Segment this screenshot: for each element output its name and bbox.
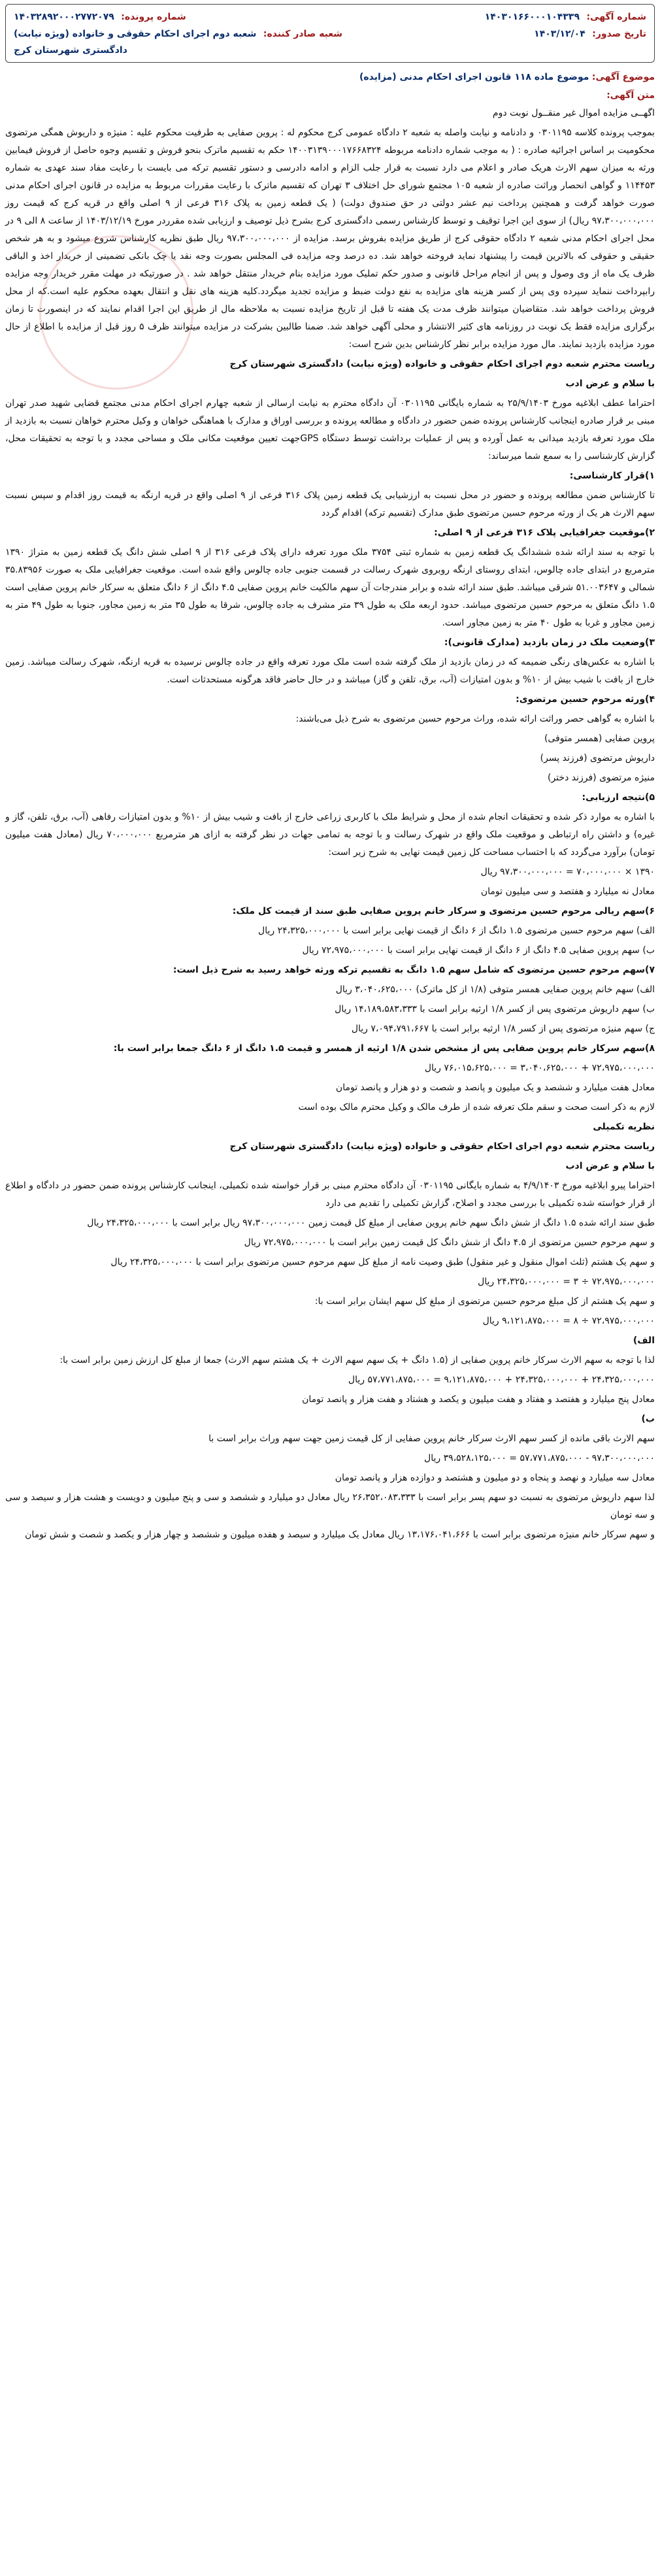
paragraph: معادل نه میلیارد و هفتصد و سی میلیون تومان xyxy=(480,886,655,897)
ad-body xyxy=(5,105,655,1544)
topic-line xyxy=(5,69,655,85)
issuer-label: شعبه صادر کننده: xyxy=(263,29,343,39)
topic-label: موضوع آگهی: xyxy=(591,72,655,82)
paragraph: طبق سند ارائه شده ۱.۵ دانگ از شش دانگ سهم خانم پروین صفایی از مبلغ کل قیمت زمین ۹۷،۳۰۰،۰۰۰،۰۰۰ ریال برابر است با ۲۴،۳۲۵،۰۰۰،۰۰۰ ریال xyxy=(87,1218,655,1228)
paragraph: ۲)موقعیت جغرافیایی پلاک ۳۱۶ فرعی از ۹ اصلی: xyxy=(434,527,655,538)
paragraph: و سهم مرحوم حسین مرتضوی از ۴.۵ دانگ از شش دانگ کل قیمت زمین برابر است با ۷۲،۹۷۵،۰۰۰،۰۰۰ ریال xyxy=(244,1237,655,1248)
issue-date: ۱۴۰۳/۱۲/۰۴ xyxy=(534,29,586,39)
issuer-value-line-2: دادگستری شهرستان کرج xyxy=(14,45,127,56)
paragraph: ۷۲،۹۷۵،۰۰۰،۰۰۰ + ۳،۰۴۰،۶۲۵،۰۰۰ = ۷۶،۰۱۵،۶۲۵،۰۰۰ ریال xyxy=(424,1063,655,1073)
paragraph: ب) سهم پروین صفایی ۴.۵ دانگ از ۶ دانگ از قیمت نهایی برابر است با ۷۲،۹۷۵،۰۰۰،۰۰۰ ریال xyxy=(302,945,655,956)
paragraph: ۶)سهم ریالی مرحوم حسین مرتضوی و سرکار خانم پروین صفایی طبق سند از قیمت کل ملک: xyxy=(232,906,655,916)
paragraph: ۱)قرار کارشناسی: xyxy=(569,471,655,481)
paragraph: ۸)سهم سرکار خانم پروین صفایی پس از مشخص شدن ۱/۸ ارثیه از همسر و قیمت ۱.۵ دانگ از ۶ دانگ جمعا برابر است با: xyxy=(113,1043,655,1054)
letter-number-field xyxy=(14,8,186,25)
paragraph: تا کارشناس ضمن مطالعه پرونده و حضور در محل نسبت به ارزشیابی یک قطعه زمین پلاک ۳۱۶ فرعی از ۹ اصلی واقع در قریه ارنگه به قیمت روز اقدام و سپس نسبت سهم الارث هر یک از ورثه مرحوم حسین مرتضوی طبق مدارک (تقسیم ترکه) اقدام گردد xyxy=(5,490,655,518)
issuer-value: شعبه دوم اجرای احکام حقوقی و خانواده (ویژه نیابت) xyxy=(14,29,257,39)
paragraph: با سلام و عرض ادب xyxy=(565,1161,655,1171)
letter-number-label: شماره پرونده: xyxy=(121,12,186,22)
issuer-field xyxy=(14,25,342,42)
paragraph: الف) سهم خانم پروین صفایی همسر متوفی (۱/۸ از کل ماترک) ۳،۰۴۰،۶۲۵،۰۰۰ ریال xyxy=(335,984,655,995)
paragraph: ریاست محترم شعبه دوم اجرای احکام حقوقی و خانواده (ویژه نیابت) دادگستری شهرستان کرج xyxy=(229,1141,655,1152)
paragraph: معادل هفت میلیارد و ششصد و یک میلیون و پانصد و شصت و دو هزار و پانصد تومان xyxy=(335,1082,655,1093)
paragraph: منیژه مرتضوی (فرزند دختر) xyxy=(548,773,655,783)
paragraph: ب) xyxy=(641,1414,655,1424)
paragraph: لازم به ذکر است صحت و سقم ملک تعرفه شده از طرف مالک و وکیل محترم مالک بوده است xyxy=(298,1102,655,1112)
paragraph: و سهم سرکار خانم منیژه مرتضوی برابر است با ۱۳،۱۷۶،۰۴۱،۶۶۶ ریال معادل یک میلیارد و سیصد و هفده میلیون و ششصد و چهار هزار و یکصد و شصت و شش تومان xyxy=(25,1530,655,1540)
paragraph: با سلام و عرض ادب xyxy=(565,378,655,389)
paragraph: داریوش مرتضوی (فرزند پسر) xyxy=(540,753,655,763)
paragraph: با اشاره به گواهی حصر وراثت ارائه شده، وراث مرحوم حسین مرتضوی به شرح ذیل می‌باشند: xyxy=(295,714,655,724)
paragraph: ۵)نتیجه ارزیابی: xyxy=(582,792,655,803)
paragraph: معادل سه میلیارد و نهصد و پنجاه و دو میلیون و هشتصد و دوازده هزار و پانصد تومان xyxy=(335,1473,655,1483)
paragraph: پروین صفایی (همسر متوفی) xyxy=(544,733,655,744)
paragraph: ۲۴،۳۲۵،۰۰۰،۰۰۰ + ۲۴،۳۲۵،۰۰۰،۰۰۰ + ۹،۱۲۱،۸۷۵،۰۰۰ = ۵۷،۷۷۱،۸۷۵،۰۰۰ ریال xyxy=(348,1375,655,1385)
body-label-line xyxy=(5,88,655,103)
paragraph: بموجب پرونده کلاسه ۰۳۰۱۱۹۵ و دادنامه و نیابت واصله به شعبه ۲ دادگاه عمومی کرج محکوم له : پروین صفایی به طرفیت محکوم علیه : منیژه و داریوش همگی مرتضوی محکومیت بر اساس اجرائیه صادره : ( به موجب شماره دادنامه مربوطه ۱۴۰۰۳۱۳۹۰۰۰۱۷۶۶۸۳۲۴ حکم به تقسیم ماترک بنحو فروش و تقسیم وجوه حاصل از فروش فیمابین ورثه به میزان سهم الارث هریک صادر و اعلام می دارد نسبت به قرار جلب الزام و ادامه دادرسی و دستور تقسیم ترکه می بایست با رعایت مفاد سند عهدی به شماره ۱۱۴۴۵۳ و گواهی انحصار وراثت صادره از شعبه ۱۰۵ مجتمع شورای حل اختلاف ۳ تهران که تقسیم ماترک با رعایت مقررات مربوط به مزایده در قانون اجرای احکام مدنی صورت خواهد گرفت و همچنین پرداخت نیم عشر دولتی در حق صندوق دولت) ( یک قطعه زمین به پلاک ۳۱۶ فرعی از ۹ اصلی واقع در قریه کرج که قیمت روز ۹۷،۳۰۰،۰۰۰،۰۰۰ ریال) از سوی این اجرا توقیف و توسط کارشناس رسمی دادگستری کرج بشرح ذیل توصیف و ارزیابی شده مقرردر مورخ ۱۴۰۳/۱۲/۱۹ از ساعت ۸ الی ۹ در محل اجرای احکام مدنی شعبه ۲ دادگاه حقوقی کرج از طریق مزایده بفروش برسد. مزایده از ۹۷،۳۰۰،۰۰۰،۰۰۰ ریال طبق نظریه کارشناس شروع میشود و به هر شخص حقیقی و حقوقی که بالاترین قیمت را پیشنهاد نماید فروخته خواهد شد. ده درصد وجه مزایده فی المجلس بصورت وجه نقد یا چک بانکی تضمینی از خریدار اخذ و الباقی ظرف یک ماه از وی وصول و پس از انجام مراحل قانونی و صدور حکم تملیک مورد مزایده بنام خریدار منتقل خواهد شد . در صورتیکه در مهلت مقرر خریدار وجه مزایده رابپرداخت ننماید سپرده وی پس از کسر هزینه های مزایده به نفع دولت ضبط و مزایده تجدید میگردد.کلیه هزینه های نقل و انتقال بعهده محکوم علیه است.که از محل فروش پرداخت خواهد شد. متقاضیان میتوانند ظرف مدت یک هفته تا قبل از تاریخ مزایده نسبت به ملاحظه مال از طریق این اجرا اقدام نمایند که در اینصورت تا زمان برگزاری مزایده فقط یک نوبت در روزنامه های کثیر الانتشار و محلی آگهی خواهد شد. ضمنا طالبین بشرکت در مزایده میتوانند ظرف ۵ روز قبل از مزایده با اطلاع از حال مورد مزایده بازدید نمایند. مال مورد مزایده برابر نظر کارشناس بدین شرح است: xyxy=(5,127,655,350)
paragraph: لذا با توجه به سهم الارث سرکار خانم پروین صفایی از (۱.۵ دانگ + یک سهم سهم الارث + یک هشتم سهم الارث) جمعا از مبلغ کل ارزش زمین برابر است با: xyxy=(59,1355,655,1365)
paragraph: اگهــی مزایده اموال غیر منقــول نوبت دوم xyxy=(492,108,655,118)
paragraph: ۷)سهم مرحوم حسین مرتضوی که شامل سهم ۱.۵ دانگ به تقسیم ترکه ورثه خواهد رسید به شرح ذیل است: xyxy=(173,965,655,975)
paragraph: احتراما عطف ابلاغیه مورخ ۲۵/۹/۱۴۰۳ به شماره بایگانی ۰۳۰۱۱۹۵ آن دادگاه محترم به نیابت ارسالی از شعبه چهارم اجرای احکام مدنی مجتمع قضایی شهید صدر تهران مبنی بر قرار صادره اینجانب کارشناس پرونده ضمن حضور در دادگاه و مطالعه پرونده و بررسی اوراق و مدارک با هماهنگی خواهان و وکیل محترم خواهان نسبت به بازدید از ملک مورد تعرفه بازدید میدانی به عمل آورده و پس از عملیات برداشت توسط دستگاه GPSجهت تعیین موقعیت مکانی ملک و مساحی مجدد و با توجه به تحقیقات محل، گزارش کارشناسی را به سمع شما میرساند: xyxy=(5,398,655,461)
paragraph: نظریه تکمیلی xyxy=(593,1122,655,1132)
paragraph: با اشاره به عکس‌های رنگی ضمیمه که در زمان بازدید از ملک گرفته شده است ملک مورد تعرفه واقع در جاده چالوس نرسیده به قریه ارنگه، شهرک رسالت میباشد. زمین خارج از بافت با شیب بیش از ۱۰% و بدون امتیازات (آب، برق، تلفن و گاز) میباشد و در حال حاضر فاقد هرگونه مستحدثات است. xyxy=(5,657,655,685)
paragraph: و سهم یک هشتم (ثلث اموال منقول و غیر منقول) طبق وصیت نامه از مبلغ کل سهم مرحوم حسین مرتضوی برابر است با ۲۴،۳۲۵،۰۰۰،۰۰۰ ریال xyxy=(110,1257,655,1267)
letter-number: ۱۴۰۳۲۸۹۲۰۰۰۲۷۷۲۰۷۹ xyxy=(14,12,114,22)
paragraph: با اشاره به موارد ذکر شده و تحقیقات انجام شده از محل و شرایط ملک با کاربری زراعی خارج از بافت و شیب بیش از ۱۰% و بدون امتیازات رفاهی (آب، برق، تلفن، گاز و غیره) و داشتن راه ارتباطی و موقعیت ملک واقع در شهرک رسالت و با توجه به تمامی جهات در نظر گرفته به ازای هر مترمربع ۷۰،۰۰۰،۰۰۰ ریال (معادل هفت میلیون تومان) برآورد می‌گردد که با احتساب مساحت کل زمین قیمت نهایی به شرح زیر است: xyxy=(5,812,655,858)
ad-number: ۱۴۰۳۰۱۶۶۰۰۰۱۰۴۳۳۹ xyxy=(484,12,580,22)
paragraph: لذا سهم داریوش مرتضوی به نسبت دو سهم پسر برابر است با ۲۶،۳۵۲،۰۸۳،۳۳۳ ریال معادل دو میلیارد و ششصد و سی و پنج میلیون و دویست و هشت هزار و سیصد و سی و سه تومان xyxy=(5,1492,655,1520)
paragraph: ۷۲،۹۷۵،۰۰۰،۰۰۰ ÷ ۳ = ۲۴،۳۲۵،۰۰۰،۰۰۰ ریال xyxy=(478,1277,655,1287)
header-row-2 xyxy=(14,25,646,42)
paragraph: الف) سهم مرحوم حسین مرتضوی ۱.۵ دانگ از ۶ دانگ از قیمت نهایی برابر است با ۲۴،۳۲۵،۰۰۰،۰۰۰ ریال xyxy=(258,926,655,936)
topic-value: موضوع ماده ۱۱۸ قانون اجرای احکام مدنی (مزایده) xyxy=(359,72,589,82)
ad-number-label: شماره آگهی: xyxy=(586,12,646,22)
paragraph: ۷۲،۹۷۵،۰۰۰،۰۰۰ ÷ ۸ = ۹،۱۲۱،۸۷۵،۰۰۰ ریال xyxy=(482,1316,655,1326)
paragraph: ۳)وضعیت ملک در زمان بازدید (مدارک قانونی): xyxy=(444,637,655,648)
paragraph: ۹۷،۳۰۰،۰۰۰،۰۰۰ - ۵۷،۷۷۱،۸۷۵،۰۰۰ = ۳۹،۵۲۸،۱۲۵،۰۰۰ ریال xyxy=(424,1453,655,1464)
paragraph: ۱۳۹۰ × ۷۰،۰۰۰،۰۰۰ = ۹۷،۳۰۰،۰۰۰،۰۰۰ ریال xyxy=(480,867,655,877)
paragraph: با توجه به سند ارائه شده ششدانگ یک قطعه زمین به شماره ثبتی ۳۷۵۴ ملک مورد تعرفه دارای پلاک فرعی ۳۱۶ از ۹ اصلی شش دانگ یک قطعه زمین به متراژ ۱۳۹۰ مترمربع در ابتدای جاده چالوس، ابتدای روستای ارنگه روبروی شهرک رسالت در قسمت جنوبی جاده چالوس واقع شده است. موقعیت جغرافیایی ملک به صورت ۳۵.۸۳۹۵۶ شمالی و ۵۱.۰۰۳۶۴۷ شرقی میباشد. طبق سند ارائه شده و برابر مندرجات آن سهم مالکیت خانم پروین صفایی ۴.۵ دانگ از ۶ دانگ متعلق به سرکار خانم پروین صفایی است ۱.۵ دانگ متعلق به مرحوم حسین مرتضوی میباشد. حدود اربعه ملک به طول ۳۹ متر مشرف به جاده چالوس، شرقا به طول ۳۵ متر به زمین مجاور، جنوبا به طول ۴۹ متر به زمین مجاور و غربا به طول ۴۰ متر به زمین مجاور است. xyxy=(5,547,655,628)
paragraph: ۴)ورثه مرحوم حسین مرتضوی: xyxy=(516,694,655,705)
paragraph: معادل پنج میلیارد و هفتصد و هفتاد و هفت میلیون و یکصد و هشتاد و هفت هزار و پانصد تومان xyxy=(302,1394,655,1405)
date-label: تاریخ صدور: xyxy=(592,29,646,39)
paragraph: و سهم یک هشتم از کل مبلغ مرحوم حسین مرتضوی از مبلغ کل سهم ایشان برابر است با: xyxy=(314,1296,655,1307)
paragraph: احتراما پیرو ابلاغیه مورخ ۴/۹/۱۴۰۳ به شماره بایگانی ۰۳۰۱۱۹۵ آن دادگاه محترم مبنی بر قرار خواسته شده تکمیلی، اینجانب کارشناس پرونده ضمن حضور در دادگاه و اطلاع از قرار خواسته شده تکمیلی با بررسی مجدد و اصلاح، گزارش تکمیلی را تقدیم می دارد xyxy=(5,1180,655,1209)
body-label: متن آگهی: xyxy=(606,90,655,101)
ad-number-field xyxy=(485,8,646,25)
paragraph: ج) سهم منیژه مرتضوی پس از کسر ۱/۸ ارثیه برابر است با ۷،۰۹۴،۷۹۱،۶۶۷ ریال xyxy=(351,1024,655,1034)
paragraph: الف) xyxy=(633,1335,655,1346)
header-box xyxy=(5,4,655,63)
paragraph: ب) سهم داریوش مرتضوی پس از کسر ۱/۸ ارثیه برابر است با ۱۴،۱۸۹،۵۸۳،۳۳۳ ریال xyxy=(335,1004,655,1014)
paragraph: سهم الارث باقی مانده از کسر سهم الارث سرکار خانم پروین صفایی از کل قیمت زمین جهت سهم وراث برابر است با xyxy=(208,1433,655,1444)
paragraph: ریاست محترم شعبه دوم اجرای احکام حقوقی و خانواده (ویژه نیابت) دادگستری شهرستان کرج xyxy=(229,359,655,369)
date-field xyxy=(534,25,646,42)
header-row-1 xyxy=(14,8,646,25)
